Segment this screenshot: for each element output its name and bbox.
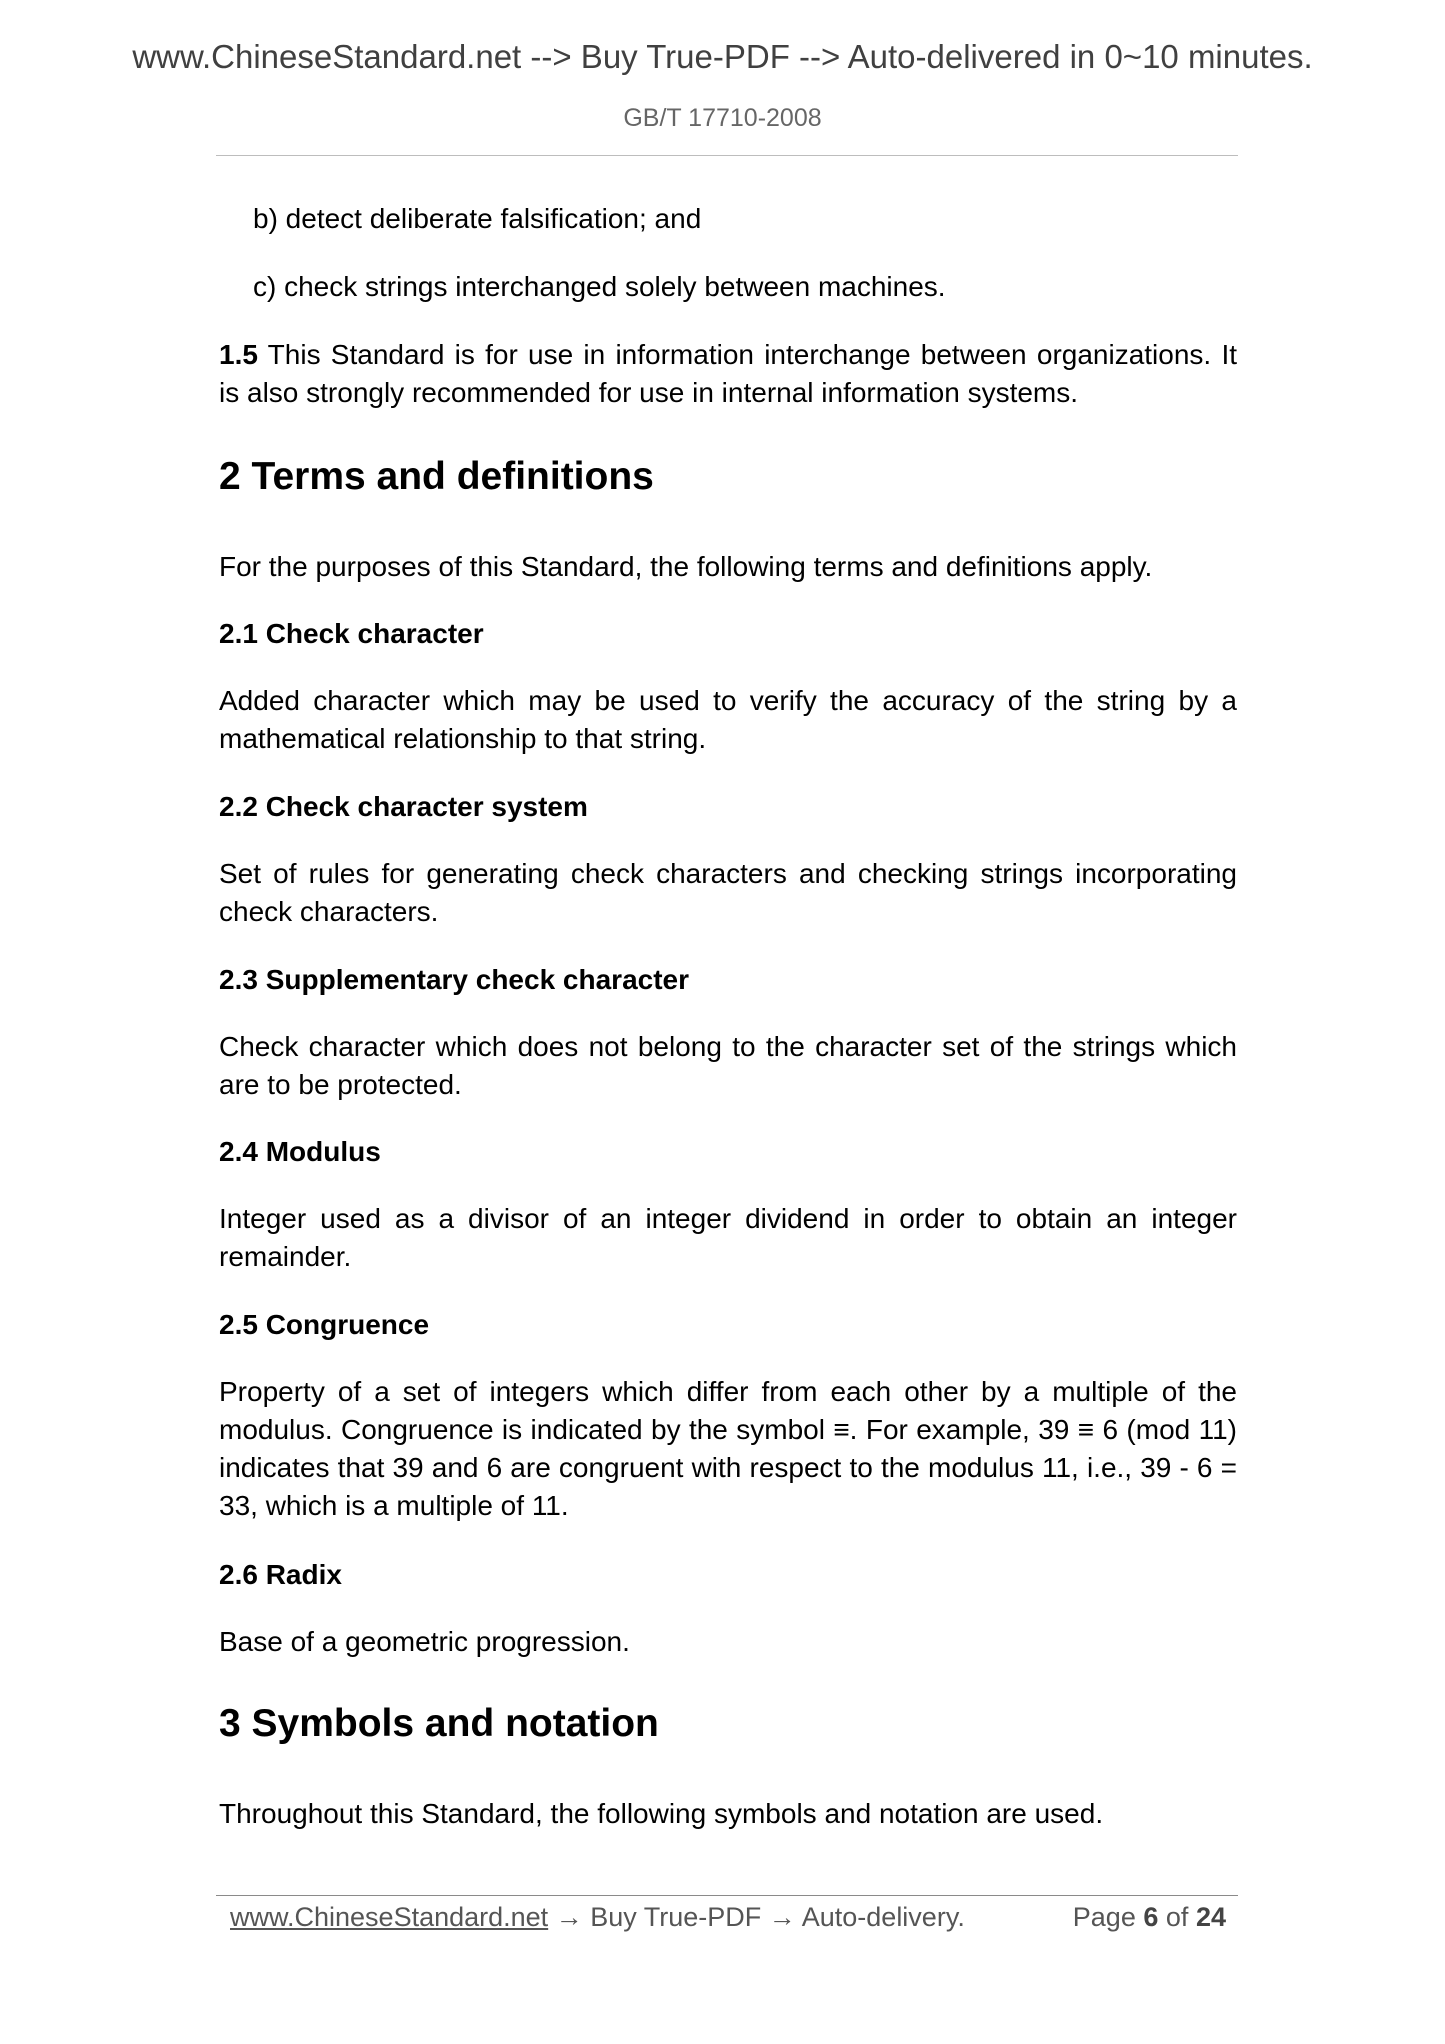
term-heading: 2.1 Check character (219, 618, 484, 649)
footer-tagline: → Buy True-PDF → Auto-delivery. (548, 1902, 965, 1932)
term-heading: 2.2 Check character system (219, 791, 588, 822)
section-3-heading: 3 Symbols and notation (219, 1702, 659, 1745)
section-2-intro: For the purposes of this Standard, the following terms and definitions apply. (219, 551, 1153, 582)
term-definition: Base of a geometric progression. (219, 1626, 630, 1657)
of-label: of (1165, 1902, 1189, 1932)
document-code: GB/T 17710-2008 (623, 104, 822, 132)
term-heading: 2.6 Radix (219, 1559, 342, 1590)
term-definition: Check character which does not belong to the character set of the strings which are to be protected. (219, 1031, 1237, 1100)
page-label: Page (1072, 1902, 1136, 1932)
section-3-intro: Throughout this Standard, the following symbols and notation are used. (219, 1798, 1104, 1829)
total-pages: 24 (1195, 1902, 1226, 1932)
clause-number: 1.5 (219, 339, 258, 370)
top-banner: www.ChineseStandard.net --> Buy True-PDF --> Auto-delivered in 0~10 minutes. (132, 38, 1313, 75)
current-page-number: 6 (1143, 1902, 1159, 1932)
footer-left (230, 1897, 965, 1937)
page-footer (230, 1897, 1226, 1937)
term-heading: 2.3 Supplementary check character (219, 964, 690, 995)
clause-text: This Standard is for use in information interchange between organizations. It is also strongly recommended for use in internal information systems. (219, 339, 1237, 408)
section-2-heading: 2 Terms and definitions (219, 455, 654, 498)
page-indicator (1073, 1897, 1226, 1937)
list-item-c: c) check strings interchanged solely between machines. (253, 271, 946, 302)
footer-divider (216, 1895, 1238, 1896)
header-divider (216, 155, 1238, 156)
term-definition: Set of rules for generating check characters and checking strings incorporating check characters. (219, 858, 1237, 927)
term-heading: 2.4 Modulus (219, 1136, 381, 1167)
term-definition: Added character which may be used to verify the accuracy of the string by a mathematical relationship to that string. (219, 685, 1237, 754)
clause-1-5 (219, 336, 1237, 412)
footer-site-link[interactable]: www.ChineseStandard.net (230, 1902, 549, 1932)
term-definition: Property of a set of integers which differ from each other by a multiple of the modulus. Congruence is indicated by the symbol ≡. For example, 39 ≡ 6 (mod 11) indicates that 39 and 6 are congruent with respect to the modulus 11, i.e., 39 - 6 = 33, which is a multiple of 11. (219, 1376, 1237, 1521)
term-heading: 2.5 Congruence (219, 1309, 430, 1340)
term-definition: Integer used as a divisor of an integer dividend in order to obtain an integer remainder. (219, 1203, 1237, 1272)
list-item-b: b) detect deliberate falsification; and (253, 203, 702, 234)
